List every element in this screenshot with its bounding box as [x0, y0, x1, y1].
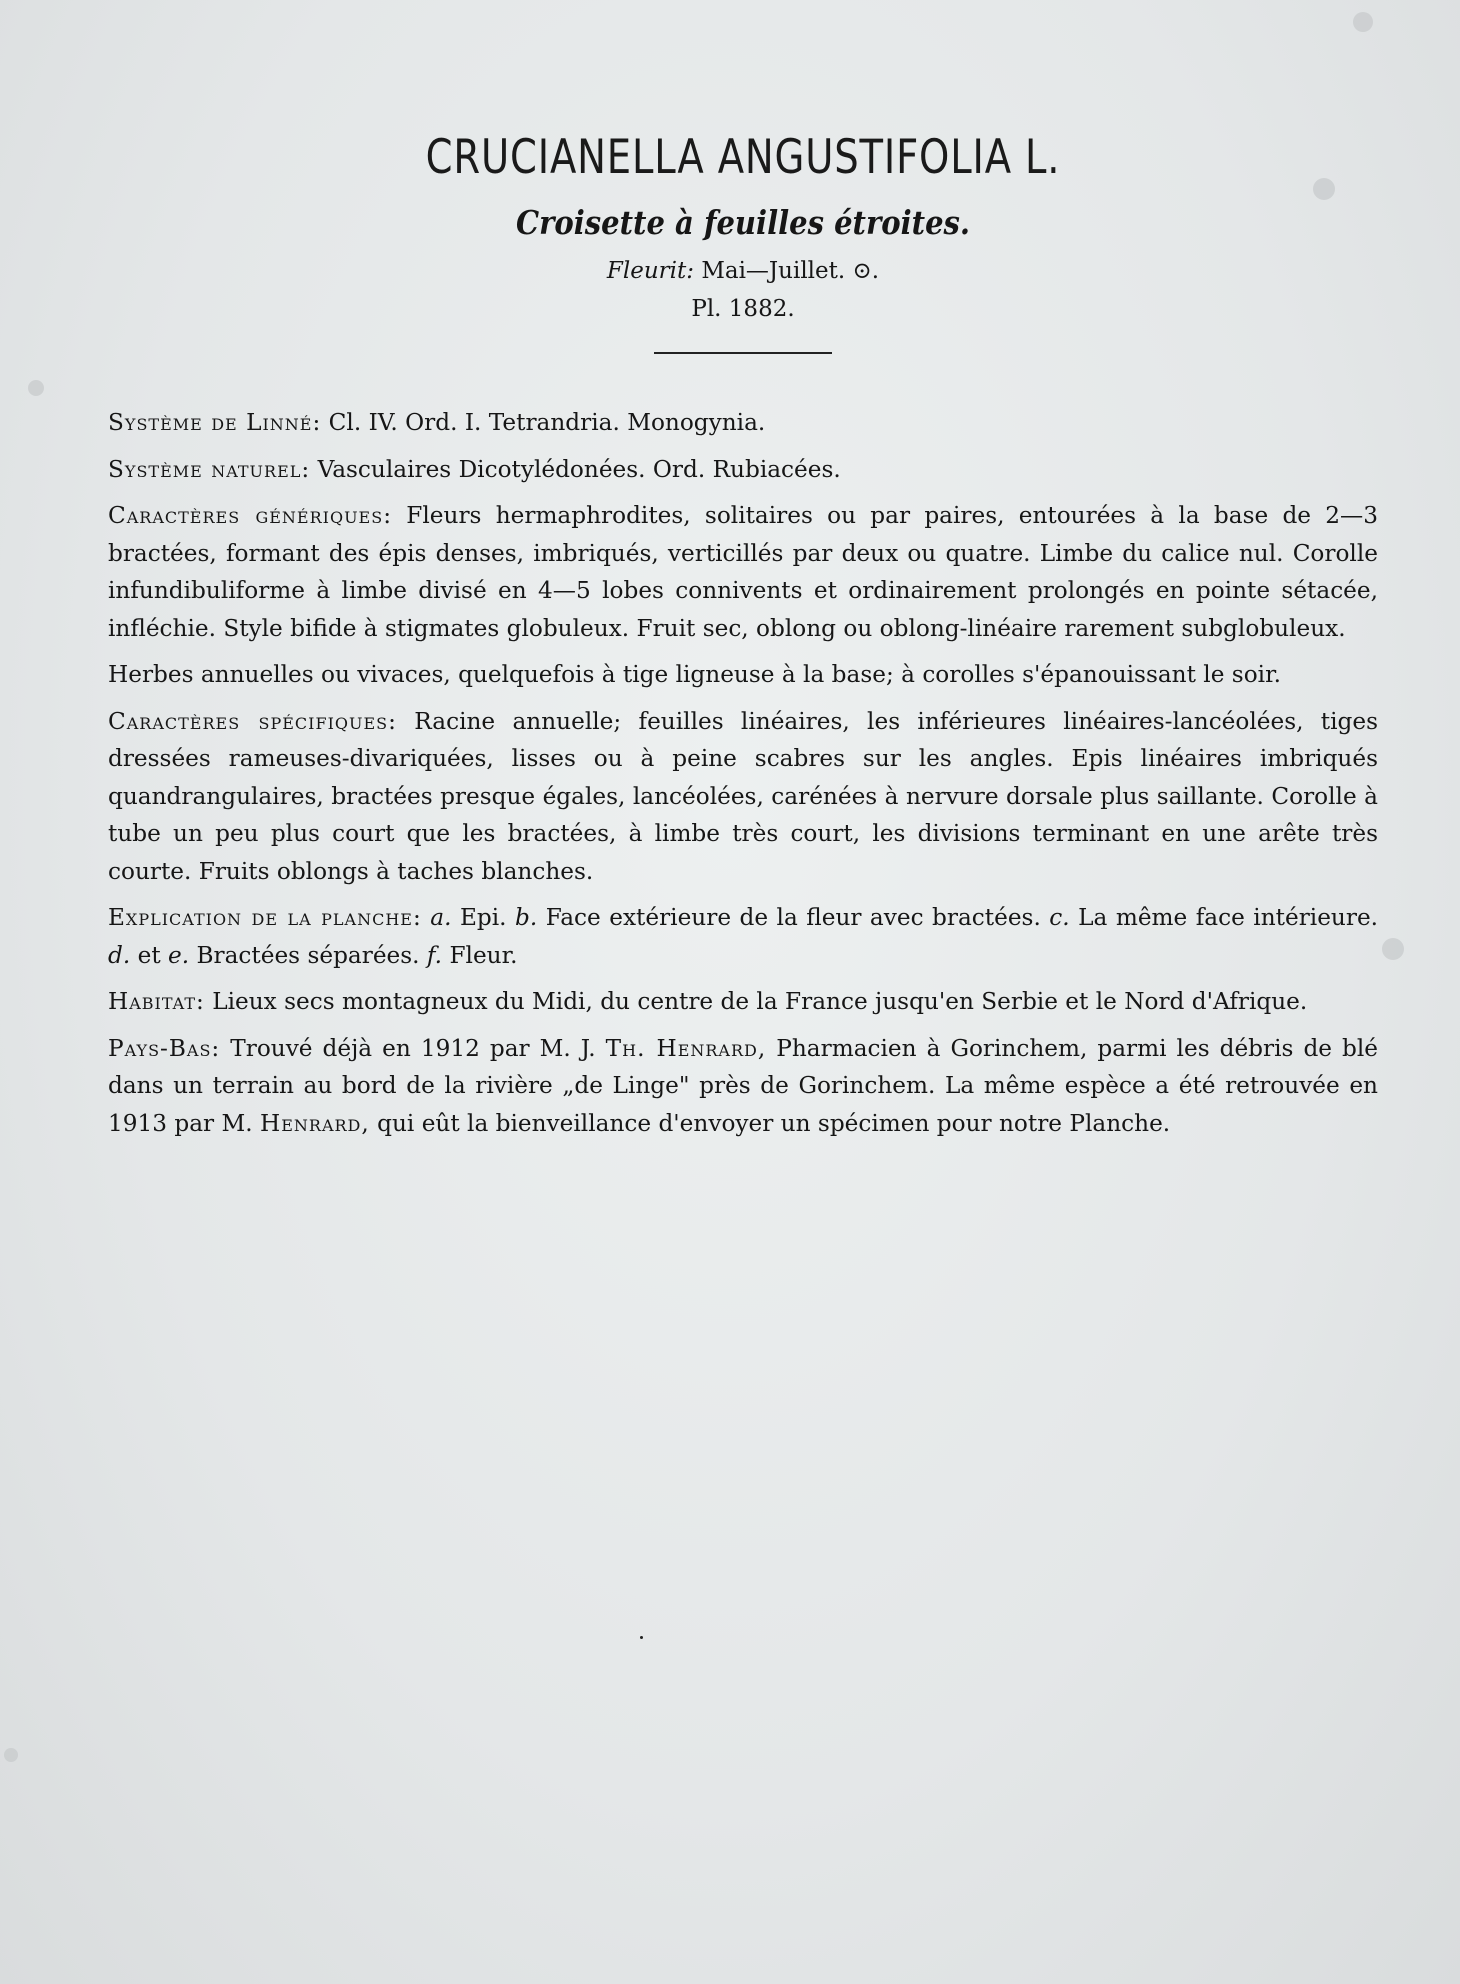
person-name: Th. Henrard,	[605, 1034, 767, 1062]
section-label: Explication de la planche:	[108, 904, 422, 931]
section-netherlands	[108, 1030, 1378, 1143]
flowering-value: Mai—Juillet. ⊙.	[701, 258, 880, 284]
figure-text: Fleur.	[449, 941, 518, 969]
figure-text: Epi.	[459, 904, 507, 931]
section-label: Système naturel:	[108, 455, 311, 483]
page-content	[108, 130, 1378, 1151]
figure-letter: a.	[430, 904, 452, 931]
figure-text: Face extérieure de la fleur avec bractées.	[545, 904, 1041, 931]
figure-letter: e.	[168, 941, 190, 969]
description-body	[108, 404, 1378, 1142]
flowering-label: Fleurit:	[606, 258, 694, 284]
person-name: Henrard,	[260, 1109, 370, 1137]
section-label: Caractères génériques:	[108, 502, 393, 529]
paper-stain	[4, 1748, 18, 1762]
section-habitat	[108, 983, 1378, 1021]
figure-letter: b.	[515, 904, 538, 931]
section-text: Vasculaires Dicotylédonées. Ord. Rubiacées.	[317, 455, 841, 483]
section-herbs	[108, 656, 1378, 694]
section-generic-characters	[108, 497, 1378, 647]
section-label: Système de Linné:	[108, 409, 322, 436]
section-text: Racine annuelle; feuilles linéaires, les inférieures linéaires-lancéolées, tiges dressées rameuses-divariquées, lisses ou à peine scabres sur les angles. Epis linéaires imbriqués quandrangulaires, bractées presque égales, lancéolées, carénées à nervure dorsale plus saillante. Corolle à tube un peu plus court que les bractées, à limbe très court, les divisions terminant en une arête très courte. Fruits oblongs à taches blanches.	[108, 707, 1379, 885]
section-natural-system	[108, 451, 1378, 489]
common-name: Croisette à feuilles étroites.	[515, 203, 971, 242]
section-text: qui eût la bienveillance d'envoyer un spécimen pour notre Planche.	[377, 1109, 1171, 1137]
paper-stain	[1353, 12, 1373, 32]
section-plate-explanation	[108, 899, 1378, 974]
ink-speck	[640, 1636, 643, 1639]
section-text: Cl. IV. Ord. I. Tetrandria. Monogynia.	[328, 409, 766, 436]
section-text: Trouvé déjà en 1912 par M. J.	[230, 1034, 596, 1062]
divider	[654, 352, 832, 354]
section-label: Pays-Bas:	[108, 1034, 221, 1062]
page-title: CRUCIANELLA ANGUSTIFOLIA L.	[425, 130, 1061, 185]
section-label: Caractères spécifiques:	[108, 707, 397, 735]
section-text: Pharmacien à Gorinchem, parmi les débris de blé dans un terrain au bord de la rivière „de Linge" près de Gorinchem. La même espèce a été retrouvée en 1913 par M.	[108, 1034, 1379, 1137]
section-specific-characters	[108, 703, 1378, 891]
plate-number: Pl. 1882.	[691, 296, 795, 322]
figure-text: Bractées séparées.	[196, 941, 420, 969]
paper-stain	[28, 380, 44, 396]
figure-letter: c.	[1049, 904, 1070, 931]
section-linnaeus	[108, 404, 1378, 442]
figure-letter: f.	[426, 941, 443, 969]
figure-text: La même face intérieure.	[1078, 904, 1379, 931]
section-text: Lieux secs montagneux du Midi, du centre de la France jusqu'en Serbie et le Nord d'Afrique.	[212, 988, 1308, 1015]
figure-letter: d.	[108, 941, 131, 969]
figure-join: et	[137, 941, 161, 969]
section-label: Habitat:	[108, 988, 205, 1015]
paper-stain	[1382, 938, 1404, 960]
section-text: Fleurs hermaphrodites, solitaires ou par paires, entourées à la base de 2—3 bractées, formant des épis denses, imbriqués, verticillés par deux ou quatre. Limbe du calice nul. Corolle infundibuliforme à limbe divisé en 4—5 lobes connivents et ordinairement prolongés en pointe sétacée, infléchie. Style bifide à stigmates globuleux. Fruit sec, oblong ou oblong-linéaire rarement subglobuleux.	[108, 502, 1378, 642]
flowering-period	[108, 258, 1378, 284]
section-text: Herbes annuelles ou vivaces, quelquefois à tige ligneuse à la base; à corolles s'épanouissant le soir.	[108, 661, 1281, 688]
